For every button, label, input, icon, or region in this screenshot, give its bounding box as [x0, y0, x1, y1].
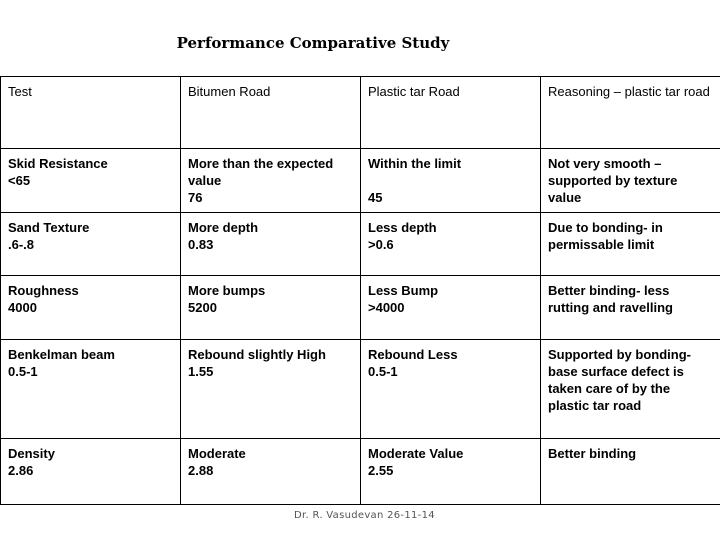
table-row-benkelman-beam — [1, 340, 720, 439]
cell-test — [1, 439, 181, 505]
bitumen-text: Moderate — [188, 446, 246, 461]
reasoning-text: supported by texture — [548, 173, 678, 188]
bitumen-value: 0.83 — [188, 237, 214, 252]
cell-bitumen — [181, 439, 361, 505]
cell-reasoning — [541, 340, 720, 439]
table-row-density — [1, 439, 720, 505]
reasoning-text: Better binding- less — [548, 283, 670, 298]
header-bitumen-road: Bitumen Road — [181, 77, 361, 149]
plastic-text: Rebound Less — [368, 347, 458, 362]
reasoning-text: base surface defect is — [548, 364, 684, 379]
cell-reasoning — [541, 213, 720, 276]
cell-test — [1, 149, 181, 213]
bitumen-text: More depth — [188, 220, 259, 235]
plastic-text: Moderate Value — [368, 446, 464, 461]
plastic-value: 0.5-1 — [368, 364, 398, 379]
reasoning-text: rutting and ravelling — [548, 300, 673, 315]
cell-bitumen — [181, 276, 361, 340]
cell-test — [1, 213, 181, 276]
cell-test — [1, 340, 181, 439]
page-title: Performance Comparative Study — [176, 34, 450, 52]
bitumen-text: Rebound slightly High — [188, 347, 326, 362]
table-row-skid-resistance — [1, 149, 720, 213]
spacer — [368, 172, 533, 189]
reasoning-text: taken care of by the — [548, 381, 671, 396]
table-row-sand-texture — [1, 213, 720, 276]
cell-plastic — [361, 213, 541, 276]
reasoning-text: value — [548, 190, 582, 205]
reasoning-text: Supported by bonding- — [548, 347, 691, 362]
test-name: Sand Texture — [8, 220, 90, 235]
cell-test — [1, 276, 181, 340]
reasoning-text: Not very smooth – — [548, 156, 662, 171]
header-reasoning: Reasoning – plastic tar road — [541, 77, 720, 149]
plastic-value: >0.6 — [368, 237, 394, 252]
plastic-value: 2.55 — [368, 463, 394, 478]
cell-bitumen — [181, 149, 361, 213]
reasoning-text: Better binding — [548, 446, 637, 461]
bitumen-text: More bumps — [188, 283, 266, 298]
table-row-roughness — [1, 276, 720, 340]
test-range: .6-.8 — [8, 237, 35, 252]
plastic-value: 45 — [368, 190, 383, 205]
cell-plastic — [361, 149, 541, 213]
plastic-text: Less Bump — [368, 283, 439, 298]
plastic-text: Within the limit — [368, 156, 462, 171]
bitumen-value: 2.88 — [188, 463, 214, 478]
test-range: 2.86 — [8, 463, 34, 478]
bitumen-value: 76 — [188, 190, 203, 205]
reasoning-text: permissable limit — [548, 237, 655, 252]
cell-bitumen — [181, 340, 361, 439]
test-range: <65 — [8, 173, 31, 188]
reasoning-text: plastic tar road — [548, 398, 642, 413]
header-plastic-tar-road: Plastic tar Road — [361, 77, 541, 149]
comparison-table — [0, 76, 720, 505]
cell-bitumen — [181, 213, 361, 276]
test-range: 4000 — [8, 300, 37, 315]
bitumen-value: 5200 — [188, 300, 217, 315]
footer-author-date: Dr. R. Vasudevan 26-11-14 — [294, 510, 435, 521]
bitumen-text: More than the expected — [188, 156, 334, 171]
plastic-value: >4000 — [368, 300, 405, 315]
header-test: Test — [1, 77, 181, 149]
bitumen-text: value — [188, 173, 222, 188]
reasoning-text: Due to bonding- in — [548, 220, 663, 235]
test-name: Skid Resistance — [8, 156, 108, 171]
cell-reasoning — [541, 276, 720, 340]
cell-plastic — [361, 340, 541, 439]
cell-plastic — [361, 439, 541, 505]
cell-reasoning — [541, 149, 720, 213]
table-header-row — [1, 77, 720, 149]
cell-plastic — [361, 276, 541, 340]
plastic-text: Less depth — [368, 220, 437, 235]
test-name: Density — [8, 446, 55, 461]
bitumen-value: 1.55 — [188, 364, 214, 379]
test-name: Benkelman beam — [8, 347, 115, 362]
test-name: Roughness — [8, 283, 79, 298]
cell-reasoning — [541, 439, 720, 505]
test-range: 0.5-1 — [8, 364, 38, 379]
